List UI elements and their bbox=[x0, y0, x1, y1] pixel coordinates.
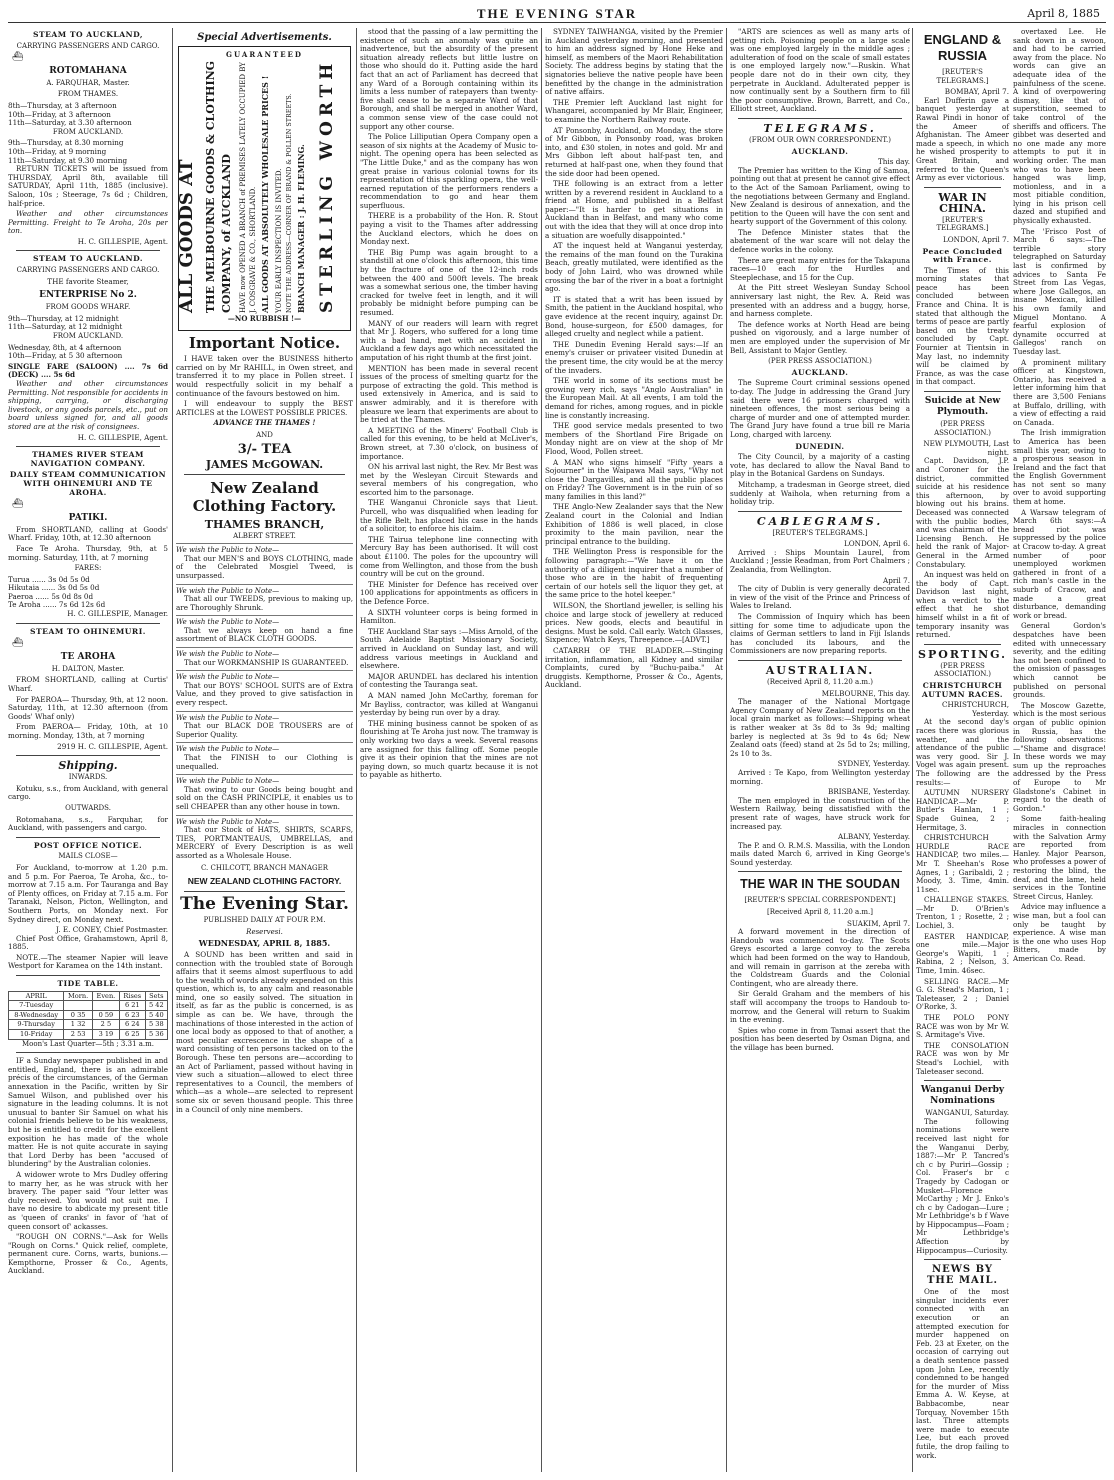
cable-paragraph: Earl Dufferin gave a banquet yesterday at Rawal Pindi in honor of the Ameer of Afghanistan. The Ameer made a speech, in which he wished prosperity to Great Britain, and referred to the Queen's Army as ever victorious. bbox=[916, 95, 1009, 183]
article-paragraph: THE Dunedin Evening Herald says:—If an enemy's cruiser or privateer visited Dunedin at the present time, the city would be at the mercy of the invaders. bbox=[545, 339, 723, 375]
race-paragraph: CHRISTCHURCH HURDLE RACE HANDICAP, two miles.—Mr T. Sheehan's Rose Agnes, 1 ; Garibaldi, 2 ; Moody, 3. Time, 4min. 11sec. bbox=[916, 833, 1009, 894]
schedule-line: 10th—Friday, at 5 30 afternoon bbox=[8, 351, 123, 361]
mail-paragraph: The Moscow Gazette, which is the most serious organ of public opinion in Russia, has the following observations:—"Shame and disgrace! In these words we may sum up the reproaches addressed by the Press of Europe to Mr Gladstone's Cabinet in regard to the death of Gordon." bbox=[1013, 700, 1106, 813]
schedule-heading: FROM THAMES. bbox=[57, 90, 119, 99]
note-text: That our MEN'S and BOYS CLOTHING, made of the Celebrated Mosgiel Tweed, is unsurpassed. bbox=[176, 553, 353, 580]
mail-paragraph: A prominent military officer at Kingstown, Ontario, has received a letter informing him that there are 3,500 Fenians at Buffalo, drilling, with a view of effecting a raid on Canada. bbox=[1013, 357, 1106, 427]
column-rule bbox=[356, 28, 357, 1472]
cable-paragraph: The city of Dublin is very generally decorated in view of the visit of the Prince and Princess of Wales to Ireland. bbox=[730, 584, 910, 611]
article-paragraph: A MEETING of the Miners' Football Club is called for this evening, to be held at McLiver's, Brown street, at 7.30 o'clock, on business of importance. bbox=[360, 425, 538, 461]
melbourne-goods-ad bbox=[178, 46, 351, 331]
column-rule bbox=[541, 28, 542, 1472]
tide-col-header: Even. bbox=[92, 991, 119, 1001]
suicide-heading: Suicide at New Plymouth. bbox=[924, 396, 1001, 417]
races-subheading: CHRISTCHURCH AUTUMN RACES. bbox=[921, 681, 1004, 699]
article-paragraph: THE world in some of its sections must be growing very rich, says "Anglo Australian" in the European Mail. At all events, I am told the demand for riches, among rogues, and in pickle line is constantly increasing. bbox=[545, 376, 723, 420]
post-office-heading: POST OFFICE NOTICE. bbox=[33, 840, 143, 850]
article-paragraph: THE Minister for Defence has received over 100 applications for appointments as officers in the Defence Force. bbox=[360, 579, 538, 606]
post-office-note: NOTE.—The steamer Napier will leave Westport for Karamea on the 14th instant. bbox=[8, 952, 168, 971]
notice-paragraph: I HAVE taken over the BUSINESS hitherto carried on by Mr RAHILL, in Owen street, and transferred it to my place in Pollen street. I would respectfully solicit in my behalf a continuance of the favours bestowed on him. bbox=[176, 354, 353, 398]
telegram-paragraph: At the Pitt street Wesleyan Sunday School anniversary last night, the Rev. A. Reid was presented with an address and a buggy, horse, and harness complete. bbox=[730, 283, 910, 319]
telegram-paragraph: The City Council, by a majority of a casting vote, has declared to allow the Naval Band to play in the Botanical Gardens on Sundays. bbox=[730, 452, 910, 479]
schedule-heading: FROM AUCKLAND. bbox=[52, 127, 124, 136]
mcgowan-name: JAMES McGOWAN. bbox=[205, 457, 324, 471]
editorial-paragraph: A SOUND has been written and said in connection with the troubled state of Borough affairs that it seems almost superfluous to add to the wealth of words already expended on this question, which is, to any calm and reasonable mind, one so easily solved. The situation in itself, as far as the public is concerned, is as simple as can be. We have, through the machinations of those interested in the action of one local body as opposed to that of another, a most peculiar excrescence in the shape of a ward consisting of ten persons tacked on to the Borough. These ten persons are—according to an Act of Parliament, passed without having in view such a situation—allowed to elect three representatives to a Council, the members of which—as a whole—are selected to represent some six or seven thousand people. This three in a Council of only nine members. bbox=[176, 949, 353, 1114]
tide-cell: 9-Thursday bbox=[9, 1020, 64, 1030]
note-label: We wish the Public to Note— bbox=[176, 647, 353, 659]
fare-line: Te Aroha ...... 7s 6d 12s 6d bbox=[8, 600, 106, 610]
note-text: That our Stock of HATS, SHIRTS, SCARFS, TIES, PORTMANTEAUS, UMBRELLAS, and MERCERY of Every Description is as well assorted as a Wholesale House. bbox=[176, 825, 353, 860]
agent-signature: H. C. GILLESPIE, Manager. bbox=[67, 609, 168, 619]
divider bbox=[924, 1259, 1001, 1260]
divider bbox=[924, 187, 1001, 188]
note-label: We wish the Public to Note— bbox=[176, 543, 353, 555]
enterprise-intro: THE favorite Steamer, bbox=[47, 276, 129, 286]
telegram-paragraph: The Defence Minister states that the abatement of the war scare will not delay the defence works in the colony. bbox=[730, 227, 910, 255]
dateline: April 7. bbox=[883, 575, 910, 585]
agent-signature: 2919 H. C. GILLESPIE, Agent. bbox=[57, 741, 168, 751]
mail-paragraph: General Gordon's despatches have been edited with unnecessary severity, and the editing has not been confined to the omission of passages which cannot be published on personal grounds. bbox=[1013, 621, 1106, 700]
paper-title: The Evening Star. bbox=[180, 894, 349, 915]
divider bbox=[924, 391, 1001, 392]
race-paragraph: SELLING RACE.—Mr G. G. Stead's Marion, 1 ; Taleteaser, 2 ; Daniel O'Rorke, 3. bbox=[916, 976, 1009, 1012]
article-paragraph: A widower wrote to Mrs Dudley offering to marry her, as he was struck with her bravery. The paper said "Your letter was duly received. You would not suit me. I have no desire to abdicate my present title as 'queen of cranks' in favor of 'hat of queen consort of' ackasses. bbox=[8, 1169, 168, 1231]
schedule-text: Face Te Aroha. Thursday, 9th, at 5 morning. Saturday, 11th, at 7 morning bbox=[8, 543, 168, 562]
derby-heading: Wanganui Derby Nominations bbox=[920, 1085, 1005, 1107]
article-paragraph: SYDNEY TAIWHANGA, visited by the Premier in Auckland yesterday morning, and presented to him an address signed by Hone Heke and himself, as members of the Maori Rehabilitation Society. The address begins by stating that the signatories believe the native people have been benefitted by the change in the administration of native affairs. bbox=[545, 28, 723, 97]
mail-paragraph: A Warsaw telegram of March 6th says:—A bread riot was suppressed by the police at Cracow to-day. A great number of poor unemployed workmen gathered in front of a rich man's castle in the suburb of Cracow, and made a great disturbance, demanding work or bread. bbox=[1013, 507, 1106, 620]
telegram-paragraph: The Supreme Court criminal sessions opened to-day. The Judge in addressing the Grand Jury said there were 16 prisoners charged with nineteen offences, the most serious being a charge of murder and one of attempted murder. The Grand Jury have found a true bill re Maria Long, charged with larceny. bbox=[730, 378, 910, 439]
article-paragraph: THE Premier left Auckland last night for Whangarei, accompanied by Mr Blair, Engineer, to examine the Northern Railway route. bbox=[545, 97, 723, 124]
dateline: MELBOURNE, This day. bbox=[821, 688, 910, 698]
tide-cell: 6 24 bbox=[119, 1020, 145, 1030]
article-paragraph: AT Ponsonby, Auckland, on Monday, the store of Mr Gibbon, in Ponsonby road, was broken into, and £30 stolen, in notes and gold. Mr and Mrs Gibbon left about half-past ten, and returned at half-past one, when they found that the side door had been opened. bbox=[545, 125, 723, 178]
article-paragraph: A MAN named John McCarthy, foreman for Mr Bayliss, contractor, was killed at Wanganui yesterday by being run over by a dray. bbox=[360, 690, 538, 718]
schedule-heading: FROM GOODS WHARF. bbox=[45, 303, 131, 312]
mail-paragraph: overtaxed Lee. He sank down in a swoon, and had to be carried away from the place. No words can give an adequate idea of the painfulness of the scene. A kind of overpowering dismay, like that of superstition, seemed to take control of the sheriffs and officers. The gibbet was deserted and no one made any more attempts to put it in working order. The man who was to have been hanged was limp, motionless, and in a most pitiable condition, lying in his prison cell dazed and stupified and physically exhausted. bbox=[1013, 28, 1106, 226]
article-paragraph: THE Tairua telephone line connecting with Mercury Bay has been authorised. It will cost about £1100. The poles for the upcountry will come from Wellington, and those from the bush country will be cut on the ground. bbox=[360, 534, 538, 579]
note-label: We wish the Public to Note— bbox=[176, 711, 353, 723]
note-text: That owing to our Goods being bought and sold on the CASH PRINCIPLE, it enables us to sell CHEAPER than any other house in town. bbox=[176, 784, 353, 811]
column-foreign-news bbox=[916, 28, 1106, 1472]
reuters-line: [REUTER'S TELEGRAMS.] bbox=[936, 68, 989, 85]
article-paragraph: A MAN who signs himself "Fifty years a Sojourner" in the Waipawa Mail says, "Why not close the Dargavilles, and all the public places on Friday? The Government is in the ruin of so many families in this land?" bbox=[545, 457, 723, 501]
divider bbox=[184, 891, 345, 892]
tide-cell: 6 25 bbox=[119, 1030, 145, 1040]
correspondent-line: (FROM OUR OWN CORRESPONDENT.) bbox=[749, 135, 891, 144]
dateline: BOMBAY, April 7. bbox=[944, 87, 1009, 97]
cable-paragraph: Spies who come in from Tamai assert that the position has been deserted by Osman Digna, and the village has been burned. bbox=[730, 1025, 910, 1052]
article-paragraph: MAJOR ARUNDEL has declared his intention of contesting the Tauranga seat. bbox=[360, 671, 538, 690]
race-paragraph: EASTER HANDICAP, one mile.—Major George's Wapiti, 1 ; Rabina, 2 ; Nelson, 3. Time, 1min. 46sec. bbox=[916, 931, 1009, 976]
ad-vertical-line: COMPANY, of AUCKLAND bbox=[220, 153, 233, 313]
article-paragraph: THE Wanganui Chronicle says that Lieut. Purcell, who was disqualified when leading for the Rifle Belt, has placed his case in the hands of a solicitor, to enforce his claim. bbox=[360, 498, 538, 534]
advertisement-paragraph: Advice may influence a wise man, but a fool can only be taught by experience. A wise man is the one who uses Hop Bitters, made by American Co. Read. bbox=[1013, 902, 1106, 963]
divider bbox=[738, 511, 902, 512]
cable-paragraph: The manager of the National Mortgage Agency Company of New Zealand reports on the local grain market as follows:—Shipping wheat is rather weaker at 3s 8d to 3s 9d; malting barley is neglected at 3s 9d to 4s 6d; New Zealand oats (feed) stand at 2s 5d to 2s; milling, 2s 10 to 3s. bbox=[730, 697, 910, 758]
sporting-heading: SPORTING. bbox=[918, 647, 1007, 661]
tea-price: 3/- TEA bbox=[237, 441, 292, 457]
divider bbox=[16, 446, 160, 447]
schedule-line: 9th—Thursday, at 12 midnight bbox=[8, 313, 119, 323]
tide-col-header: Rises bbox=[119, 991, 145, 1001]
divider bbox=[738, 660, 902, 661]
divider bbox=[16, 250, 160, 251]
steam-auckland-sub: CARRYING PASSENGERS AND CARGO. bbox=[16, 41, 160, 50]
dateline: CHRISTCHURCH, Yesterday. bbox=[941, 700, 1009, 718]
ship-master: A. FARQUHAR, Master. bbox=[46, 78, 130, 87]
race-paragraph: CHALLENGE STAKES.—Mr D. O'Brien's Trenton, 1 ; Rosette, 2 ; Lochiel, 3. bbox=[916, 895, 1009, 931]
and-line: AND bbox=[256, 430, 273, 439]
postmaster-signature: J. E. CONEY, Chief Postmaster. bbox=[56, 925, 168, 935]
divider bbox=[16, 1052, 160, 1053]
cable-paragraph: The Commission of Inquiry which has been sitting for some time to adjudicate upon the claims of German settlers to land in Fiji Islands has concluded its labours, and the Commissioners are now preparing reports. bbox=[730, 612, 910, 656]
enterprise-heading: STEAM TO AUCKLAND. bbox=[32, 254, 144, 264]
column-local-news bbox=[360, 28, 538, 1472]
note-label: We wish the Public to Note— bbox=[176, 774, 353, 786]
ad-vertical-line: THE MELBOURNE GOODS & CLOTHING bbox=[204, 60, 217, 313]
note-label: We wish the Public to Note— bbox=[176, 742, 353, 754]
ad-vertical-line: ALL GOODS AT bbox=[176, 159, 197, 313]
australian-heading: AUSTRALIAN. bbox=[765, 664, 875, 677]
dateline: SYDNEY, Yesterday. bbox=[837, 759, 910, 769]
ship-name: ROTOMAHANA bbox=[49, 65, 127, 76]
tide-cell: 5 42 bbox=[145, 1001, 167, 1011]
dateline: BRISBANE, Yesterday. bbox=[828, 787, 910, 797]
masthead-title: THE EVENING STAR bbox=[476, 6, 638, 21]
dateline-city: AUCKLAND. bbox=[791, 146, 849, 156]
telegram-paragraph: There are great many entries for the Takapuna races—10 each for the Hurdles and Steeplechase, and 15 for the Cup. bbox=[730, 255, 910, 282]
article-paragraph: MENTION has been made in several recent issues of the process of smelting quartz for the purpose of extracting the gold. This method is used extensively in America, and is said to answer admirably, and it is therefore with pleasure we learn that experiments are about to be tried at the Thames. bbox=[360, 363, 538, 425]
note-text: That our WORKMANSHIP IS GUARANTEED. bbox=[184, 657, 349, 667]
masthead bbox=[8, 6, 1106, 23]
article-paragraph: IF a Sunday newspaper published in and entitled, England, there is an admirable précis of the circumstances, of the German annexation in the Pacific, written by Sir Samuel Wilson, and published over his signature in the leading columns. It is not unusual to banter Sir Samuel on what his colonial friends believe to be his weakness, but he is entitled to credit for the excellent exposition he has made of the whole matter. He is not quite accurate in saying that Lord Derby has been "accused of blundering" by the Australian colonies. bbox=[8, 1056, 168, 1169]
inwards-heading: INWARDS. bbox=[68, 773, 108, 782]
tide-cell: 0 35 bbox=[64, 1010, 93, 1020]
divider bbox=[16, 837, 160, 838]
fares-heading: FARES: bbox=[74, 564, 102, 573]
divider bbox=[738, 118, 902, 119]
fare-line: Hikutaia ...... 3s 0d 5s 0d bbox=[8, 583, 100, 593]
cable-paragraph: Sir Gerald Graham and the members of his staff will accompany the troops to Handoub to-morrow, and the General will return to Suakim in the evening. bbox=[730, 989, 910, 1025]
steamship-icon: ⛴ bbox=[12, 499, 24, 510]
tide-col-header: Morn. bbox=[64, 991, 93, 1001]
weather-note: Weather and other circumstances Permitting. Not responsible for accidents in shipping, carrying, or discharging livestock, or any goods parcels, etc., put on board unless signed for, and all goods stored are at the risk of consignees. bbox=[8, 379, 168, 431]
fare-line: SINGLE FARE (SALOON) .... 7s 6d (DECK) .... 5s 6d bbox=[8, 361, 168, 380]
outwards-heading: OUTWARDS. bbox=[65, 803, 111, 812]
telegrams-heading: TELEGRAMS. bbox=[763, 121, 877, 135]
article-paragraph: WILSON, the Shortland jeweller, is selling his choice and large stock of jewellery at reduced prices. New goods, elects and beautiful in designs. Must be sold. Call early. Watch Glasses, Sixpence; Watch Keys, Threepence.—[ADVT.] bbox=[545, 601, 723, 645]
dateline-city: AUCKLAND. bbox=[791, 367, 849, 377]
schedule-line: 10th—Friday, at 9 morning bbox=[8, 146, 107, 156]
column-general-news bbox=[545, 28, 723, 1472]
mail-paragraph: The Irish immigration to America has been small this year, owing to a prosperous season in Ireland and the fact that the English Government has not sent so many over to avoid supporting them at home. bbox=[1013, 428, 1106, 507]
schedule-line: 8th—Thursday, at 3 afternoon bbox=[8, 100, 117, 110]
schedule-text: From SHORTLAND, calling at Goods' Wharf. Friday, 10th, at 12.30 afternoon bbox=[8, 524, 168, 543]
race-paragraph: THE POLO PONY RACE was won by Mr W. S. Armitage's Vive. bbox=[916, 1013, 1009, 1040]
shipping-heading: Shipping. bbox=[58, 759, 118, 773]
article-paragraph: The Police Lilliputian Opera Company open a season of six nights at the Academy of Music to-night. The opening opera has been selected as "The Little Duke," and as the company has won great praise in various colonial towns for its representation of this sparkling opera, the well-earned reputation of the performers renders a recommendation to go and hear them superfluous. bbox=[360, 132, 538, 210]
thames-river-heading: THAMES RIVER STEAM NAVIGATION COMPANY. bbox=[30, 450, 146, 468]
dateline: NEW PLYMOUTH, Last night. bbox=[923, 439, 1009, 457]
telegram-paragraph: The Premier has written to the King of Samoa, pointing out that at present he cannot give effect to the Act of the Samoan Parliament, owing to the negotiations between Germany and England. New Zealand is desirous of annexation, and the petition to the Queen will have the con sent and hearty support of the Government of this colony. bbox=[730, 165, 910, 227]
dateline-city: DUNEDIN. bbox=[795, 441, 845, 451]
agent-signature: H. C. GILLESPIE, Agent. bbox=[77, 432, 168, 442]
schedule-text: From PAEROA— Friday, 10th, at 10 morning. Monday, 13th, at 7 morning bbox=[8, 722, 168, 740]
ad-vertical-line: STERLING WORTH bbox=[317, 58, 337, 313]
nzcf-name: NEW ZEALAND CLOTHING FACTORY. bbox=[187, 876, 342, 887]
telegram-paragraph: The defence works at North Head are being pushed on vigorously, and a large number of men are employed under the supervision of Mr Bell, Assistant to Major Gentley. bbox=[730, 319, 910, 355]
fare-line: Turua ...... 3s 0d 5s 0d bbox=[8, 574, 90, 584]
shipping-item: Rotomahana, s.s., Farquhar, for Auckland, with passengers and cargo. bbox=[8, 814, 168, 833]
article-paragraph: stood that the passing of a law permitting the existence of such an anomaly was quite an inadvertence, but the absurdity of the present situation already reflects but little lustre on those who should do it. Putting aside the hard fact that an act of Parliament has decreed that any Ward of a Borough containing within its limits a less number of ratepayers than twenty-five shall cease to be a separate Ward of that Borough, and shall be merged in another Ward, a common sense view of the case could not support any other course. bbox=[360, 28, 538, 131]
weather-note: Weather and other circumstances Permitting. Freight to Te Aroha, 20s per ton. bbox=[8, 209, 168, 236]
note-text: That all our TWEEDS, previous to making up, are Thoroughly Shrunk. bbox=[176, 594, 353, 612]
schedule-text: For PAEROA— Thursday, 9th, at 12 noon. Saturday, 11th, at 12.30 afternoon (from Goods' Whaf only) bbox=[8, 694, 168, 721]
nz-clothing-heading: New Zealand Clothing Factory. bbox=[192, 478, 337, 515]
divider bbox=[924, 644, 1001, 645]
motto-line: Reservesi. bbox=[246, 927, 283, 936]
tide-cell: 8-Wednesday bbox=[9, 1010, 64, 1020]
note-label: We wish the Public to Note— bbox=[176, 670, 353, 682]
press-association-line: (PER PRESS ASSOCIATION.) bbox=[768, 357, 872, 366]
tide-cell: 3 19 bbox=[92, 1030, 119, 1040]
cable-paragraph: Arrived : Ships Mountain Laurel, from Auckland ; Jessie Readman, from Port Chalmers ; Zealandia, from Wellington. bbox=[730, 547, 910, 575]
received-line: (Received April 8, 11.20 a.m.) bbox=[767, 678, 873, 686]
war-china-heading: WAR IN CHINA. bbox=[938, 190, 987, 215]
branch-manager: C. CHILCOTT, BRANCH MANAGER bbox=[200, 863, 329, 872]
dateline: WANGANUI, Saturday. bbox=[925, 1108, 1009, 1118]
dateline-day: This day. bbox=[878, 157, 910, 167]
special-ads-heading: Special Advertisements. bbox=[197, 32, 332, 43]
divider bbox=[184, 474, 345, 475]
note-label: We wish the Public to Note— bbox=[176, 615, 353, 627]
cable-paragraph: The Times of this morning states that peace has been concluded between France and China. It is stated that although the terms of peace are partly based on the treaty concluded by Capt. Fournier at Tientsin in May last, no indemnity will be claimed by France, as was the case in that compact. bbox=[916, 265, 1009, 387]
right-columns bbox=[916, 28, 1106, 1462]
column-rule bbox=[912, 28, 913, 1472]
published-line: PUBLISHED DAILY AT FOUR P.M. bbox=[203, 916, 326, 925]
article-paragraph: IT is stated that a writ has been issued by Smith, the patient in the Auckland hospital, who gave evidence at the recent inquiry, against Dr. Bond, house-surgeon, for £500 damages, for alleged cruelty and neglect while a patient. bbox=[545, 294, 723, 339]
thames-river-daily: DAILY STEAM COMMUNICATION WITH OHINEMURI AND TE AROHA. bbox=[9, 470, 167, 497]
note-text: That the FINISH to our Clothing is unequalled. bbox=[176, 753, 353, 771]
peace-subheading: Peace Concluded with France. bbox=[922, 246, 1003, 265]
reuters-line: [REUTER'S TELEGRAMS.] bbox=[936, 215, 989, 233]
steamship-icon: ⛴ bbox=[12, 52, 24, 63]
ad-vertical-line: HAVE now OPENED A BRANCH of PREMISES LATELY OCCUPIED BY bbox=[239, 61, 247, 313]
article-paragraph: THE Anglo-New Zealander says that the New Zealand court in the Colonial and Indian Exhibition of 1886 is well placed, in close proximity to the main pavilion, near the principal entrance to the building. bbox=[545, 502, 723, 546]
reuters-line: [REUTER'S TELEGRAMS.] bbox=[772, 528, 868, 537]
schedule-line: 9th—Thursday, at 8.30 morning bbox=[8, 138, 124, 148]
article-paragraph: THE Wellington Press is responsible for the following paragraph:—"We have it on the authority of a diligent inquirer that a number of those who are in the habit of frequenting certain of our hotels sell the liquor they get, at the same price to the hotel keeper." bbox=[545, 547, 723, 600]
tide-cell: 0 59 bbox=[92, 1010, 119, 1020]
tide-col-header: APRIL bbox=[9, 991, 64, 1001]
race-paragraph: THE CONSOLATION RACE was won by Mr Stead's Lochiel, with Taleteaser second. bbox=[916, 1040, 1009, 1076]
divider bbox=[924, 1080, 1001, 1081]
important-notice-heading: Important Notice. bbox=[188, 334, 341, 353]
tide-table-heading: TIDE TABLE. bbox=[57, 979, 119, 989]
ship-master: H. DALTON, Master. bbox=[51, 664, 125, 673]
tide-cell: 6 23 bbox=[119, 1010, 145, 1020]
schedule-line: 11th—Saturday, at 9.30 morning bbox=[8, 155, 128, 165]
tide-table bbox=[8, 991, 168, 1040]
cable-paragraph: The P. and O. R.M.S. Massilia, with the London mails dated March 6, arrived in King George's Sound yesterday. bbox=[730, 840, 910, 867]
tide-col-header: Sets bbox=[145, 991, 167, 1001]
ship-name: PATIKI. bbox=[68, 512, 108, 523]
tide-cell: 5 36 bbox=[145, 1030, 167, 1040]
tide-cell: 1 32 bbox=[64, 1020, 93, 1030]
note-label: We wish the Public to Note— bbox=[176, 815, 353, 827]
received-line: [Received April 8, 11.20 a.m.] bbox=[767, 908, 873, 917]
ad-vertical-line: YOUR EARLY INSPECTION IS INVITED. bbox=[275, 168, 283, 313]
dateline: ALBANY, Yesterday. bbox=[837, 832, 910, 842]
shipping-item: Kotuku, s.s., from Auckland, with general cargo. bbox=[8, 783, 168, 802]
article-paragraph: THE Big Pump was again brought to a standstill at one o'clock this afternoon, this time by the fracture of one of the 12-inch rods between the 400 and 500ft levels. The break was a somewhat serious one, the timber having cracked for twelve feet in length, and it will probably be midnight before pumping can be resumed. bbox=[360, 247, 538, 317]
article-paragraph: THE following is an extract from a letter written by a reverend resident in Auckland to a friend at Home, and published in a Belfast paper:—"It is harder to get situations in Auckland than in Belfast, and many who come out with the idea that they will at once drop into a situation are woefully disappointed." bbox=[545, 179, 723, 240]
reuters-special-line: [REUTER'S SPECIAL CORRESPONDENT.] bbox=[744, 896, 896, 905]
schedule-line: Wednesday, 8th, at 4 afternoon bbox=[8, 342, 122, 352]
thames-branch: THAMES BRANCH, bbox=[204, 517, 325, 531]
advance-line: ADVANCE THE THAMES ! bbox=[213, 418, 316, 428]
cable-paragraph: A forward movement in the direction of Handoub was commenced to-day. The Scots Greys escorted a large convoy to the zereba which had been formed on the way to Handoub, and will remain in garrison at the zereba with the Coldstream Guards and the Colonial Contingent, who are already there. bbox=[730, 927, 910, 988]
schedule-line: 11th—Saturday, at 3.30 afternoon bbox=[8, 118, 132, 128]
agent-signature: H. C. GILLESPIE, Agent. bbox=[77, 236, 168, 246]
dateline: LONDON, April 6. bbox=[844, 539, 910, 549]
issue-date: WEDNESDAY, APRIL 8, 1885. bbox=[198, 938, 331, 949]
tide-cell: 2 5 bbox=[92, 1020, 119, 1030]
newspaper-page bbox=[8, 6, 1106, 1474]
ad-vertical-line: BRANCH MANAGER : J. H. FLEMING. bbox=[296, 143, 306, 313]
cable-paragraph: An inquest was held on the body of Capt. Davidson last night, when a verdict to the effect that he shot himself whilst in a fit of temporary insanity was returned. bbox=[916, 570, 1009, 640]
race-paragraph: At the second day's races there was glorious weather, and the attendance of the public was very good. Sir J. Vogel was again present. The following are the results:— bbox=[916, 717, 1009, 787]
tide-cell: 5 38 bbox=[145, 1020, 167, 1030]
vertical-ad-text bbox=[176, 58, 346, 315]
schedule-line: 11th—Saturday, at 12 midnight bbox=[8, 322, 123, 332]
dateline: LONDON, April 7. bbox=[943, 234, 1009, 244]
news-mail-heading: NEWS BY THE MAIL. bbox=[926, 1264, 998, 1287]
column-advertisements bbox=[176, 28, 353, 1472]
article-paragraph: AT the inquest held at Wanganui yesterday, the remains of the man found on the Turakina Beach, greatly mutilated, were identified as the body of John Laird, who was drowned while crossing the bar of the river in a boat a fortnight ago. bbox=[545, 241, 723, 294]
cable-paragraph: Capt. Davidson, J.P. and Coroner for the district, committed suicide at his residence this afternoon, by blowing out his brains. Deceased was connected with the public bodies, and was chairman of the Licensing Bench. He held the rank of Major-General in the Armed Constabulary. bbox=[916, 456, 1009, 569]
divider bbox=[738, 871, 902, 872]
soudan-heading: THE WAR IN THE SOUDAN bbox=[740, 877, 900, 892]
ad-vertical-line: NOTE THE ADDRESS—CORNER OF BRAND & POLLEN STREETS. bbox=[285, 93, 293, 313]
article-paragraph: A SIXTH volunteer corps is being formed in Hamilton. bbox=[360, 607, 538, 626]
note-text: That our BLACK DOE TROUSERS are of Superior Quality. bbox=[176, 721, 353, 739]
steamship-icon: ⛴ bbox=[12, 638, 24, 649]
column-rule bbox=[172, 28, 173, 1472]
article-paragraph: "ARTS are sciences as well as many arts of getting rich. Poisoning people on a large scale was one employed largely in the middle ages ; adulteration of food on the scale of small estates is one employed largely now."—Ruskin. What people dare not do in their own city, they perpetrate in Auckland. Adulterated pepper is now continually sent by a Southern firm to fill the poor consumptive. Brown, Barrett, and Co., Elliott street, Auckland. bbox=[730, 28, 910, 114]
tide-cell: 7-Tuesday bbox=[9, 1001, 64, 1011]
mail-paragraph: One of the most singular incidents ever connected with an execution or an attempted execution for murder happened on Feb. 23 at Exeter, on the occasion of carrying out a death sentence passed upon John Lee, recently condemned to be hanged for the murder of Miss Emma A. W. Keyse, at Babbacombe, near Torquay, November 15th last. Three attempts were made to execute Lee, but each proved futile, the drop failing to work. bbox=[916, 1287, 1009, 1460]
enterprise-sub: CARRYING PASSENGERS AND CARGO. bbox=[16, 266, 160, 275]
divider bbox=[16, 623, 160, 624]
mail-paragraph: Some faith-healing miracles in connection with the Salvation Army are reported from Hanley. Major Pearson, who professes a power of restoring the blind, the deaf, and the lame, held services in the Tontine Street Circus, Hanley. bbox=[1013, 814, 1106, 901]
tide-cell bbox=[92, 1001, 119, 1011]
ad-vertical-line: J. COSGRAVE & CO., SHORTLAND. bbox=[249, 186, 257, 313]
article-paragraph: THERE is a probability of the Hon. R. Stout paying a visit to the Thames after addressing the Auckland electors, which he does on Monday next. bbox=[360, 211, 538, 247]
tide-cell: 6 21 bbox=[119, 1001, 145, 1011]
divider bbox=[16, 755, 160, 756]
tide-cell: 2 53 bbox=[64, 1030, 93, 1040]
note-text: That our BOYS' SCHOOL SUITS are of Extra Value, and they proved to give satisfaction in every respect. bbox=[176, 680, 353, 708]
albert-street: ALBERT STREET. bbox=[233, 531, 296, 540]
article-paragraph: ON his arrival last night, the Rev. Mr Best was met by the Wesleyan Circuit Stewards and several members of his congregation, who escorted him to the parsonage. bbox=[360, 462, 538, 497]
divider bbox=[16, 975, 160, 976]
note-text: That we always keep on hand a fine assortment of BLACK CLOTH GOODS. bbox=[176, 625, 353, 644]
article-paragraph: MANY of our readers will learn with regret that Mr J. Rogers, who suffered for a long time with a bad hand, met with an accident in Auckland a few days ago which necessitated the amputation of his right thumb at the first joint. bbox=[360, 318, 538, 362]
tide-cell bbox=[64, 1001, 93, 1011]
return-tickets: RETURN TICKETS will be issued from THURSDAY, April 8th, available till SATURDAY, April 11th, 1885 (inclusive). Saloon, 10s ; Steerage, 7s 6d ; Children, half-price. bbox=[8, 164, 168, 208]
moon-phase: Moon's Last Quarter—5th ; 3.31 a.m. bbox=[21, 1039, 155, 1048]
mails-close: MAILS CLOSE— bbox=[58, 852, 118, 861]
ship-name: TE AROHA bbox=[60, 651, 116, 662]
tide-cell: 5 40 bbox=[145, 1010, 167, 1020]
fare-line: Paeroa ...... 5s 0d 8s 0d bbox=[8, 591, 94, 601]
schedule-text: FROM SHORTLAND, calling at Curtis' Wharf. bbox=[8, 675, 168, 694]
article-paragraph: THE mining business cannot be spoken of as flourishing at Te Aroha just now. The tramway is only working two days a week. Several reasons are assigned for this falling off. Some people give it as their opinion that the mines are not paying down, so much quartz because it is not to payable as hitherto. bbox=[360, 718, 538, 780]
race-paragraph: The following nominations were received last night for the Wanganui Derby, 1887:—Mr P. Tancred's ch c by Puriri—Gossip ; Col. Fraser's br c Tragedy by Cadogan or Musket—Florence McCarthy ; Mr J. Enko's ch c by Cadogan—Lure ; Mr Lethbridge's b f Wave by Hippocampus—Foam ; Mr Lethbridge's Affection by Hippocampus—Curiosity. bbox=[916, 1116, 1010, 1255]
article-paragraph: CATARRH OF THE BLADDER.—Stinging irritation, inflammation, all Kidney and similar Complaints, cured by "Buchu-paiba." At druggists. Kempthorne, Prosser & Co., Agents, Auckland. bbox=[545, 645, 723, 690]
ad-vertical-line: ALL GOODS AT ABSOLUTELY WHOLESALE PRICES ! bbox=[260, 75, 270, 313]
column-telegrams bbox=[730, 28, 910, 1472]
guaranteed-label: GUARANTEED bbox=[226, 50, 303, 59]
column-shipping-ads bbox=[8, 28, 168, 1472]
telegram-paragraph: Mitchamp, a tradesman in George street, died suddenly at Waihola, when returning from a holiday trip. bbox=[730, 479, 910, 507]
schedule-line: 10th—Friday, at 3 afternoon bbox=[8, 109, 111, 119]
subcolumn-left bbox=[916, 28, 1009, 1462]
schedule-heading: FROM AUCKLAND. bbox=[52, 332, 124, 341]
masthead-date: April 8, 1885 bbox=[1027, 7, 1100, 20]
press-association-line: (PER PRESS ASSOCIATION.) bbox=[934, 661, 991, 679]
notice-paragraph: I will endeavour to supply the BEST ARTICLES at the LOWEST POSSIBLE PRICES. bbox=[176, 399, 353, 417]
cable-paragraph: The men employed in the construction of the Western Railway, being dissatisfied with the present rate of wages, have struck work for increased pay. bbox=[730, 795, 910, 831]
advertisement-paragraph: "ROUGH ON CORNS."—Ask for Wells "Rough on Corns." Quick relief, complete, permanent cure. Corns, warts, bunions.—Kempthorne, Prosser & Co., Agents, Auckland. bbox=[8, 1232, 168, 1276]
no-rubbish-label: —NO RUBBISH !— bbox=[227, 313, 302, 323]
article-paragraph: THE good service medals presented to two members of the Shortland Fire Brigade on Monday night are on view at the shop of Mr Flood, Wood, Pollen street. bbox=[545, 421, 723, 456]
article-paragraph: THE Auckland Star says :—Miss Arnold, of the South Adelaide Baptist Missionary Society, arrived in Auckland on Sunday last, and will address various meetings in Auckland and elsewhere. bbox=[360, 626, 538, 671]
post-office-address: Chief Post Office, Grahamstown, April 8, 1885. bbox=[8, 933, 168, 952]
press-association-line: (PER PRESS ASSOCIATION.) bbox=[934, 420, 991, 437]
tide-cell: 10-Friday bbox=[9, 1030, 64, 1040]
mail-paragraph: The 'Frisco Post of March 6 says:—The terrible story telegraphed on Saturday last is confirmed by advices to Santa Fe Street from Las Vegas, where Jose Gallegos, an insane Mexican, killed his own family and Miguel Montano. A fearful explosion of dynamite occurred at Gallegos' ranch on Tuesday last. bbox=[1013, 226, 1106, 356]
dateline: SUAKIM, April 7. bbox=[846, 918, 910, 928]
cable-paragraph: Arrived : Te Kapo, from Wellington yesterday morning. bbox=[730, 767, 910, 786]
column-rule bbox=[726, 28, 727, 1472]
subcolumn-right bbox=[1013, 28, 1106, 1462]
ship-name: ENTERPRISE No 2. bbox=[39, 290, 137, 301]
note-label: We wish the Public to Note— bbox=[176, 584, 353, 596]
cablegrams-heading: CABLEGRAMS. bbox=[756, 514, 884, 528]
race-paragraph: AUTUMN NURSERY HANDICAP.—Mr P. Butler's Hanlan, 1 ; Spade Guinea, 2 ; Hermitage, 3. bbox=[916, 788, 1009, 832]
ohinemuri-heading: STEAM TO OHINEMURI. bbox=[30, 626, 146, 636]
steam-auckland-heading: STEAM TO AUCKLAND, bbox=[32, 30, 144, 39]
england-russia-heading: ENGLAND & RUSSIA bbox=[923, 32, 1002, 63]
post-office-text: For Auckland, to-morrow at 1.20 p.m. and 5 p.m. For Paeroa, Te Aroha, &c., to-morrow at 7.15 a.m. For Tauranga and Bay of Plenty offices, on Friday at 7.15 a.m. For Taranaki, Nelson, Picton, Wellington, and Southern Ports, on Monday next. For Sydney direct, on Monday next. bbox=[8, 862, 168, 924]
